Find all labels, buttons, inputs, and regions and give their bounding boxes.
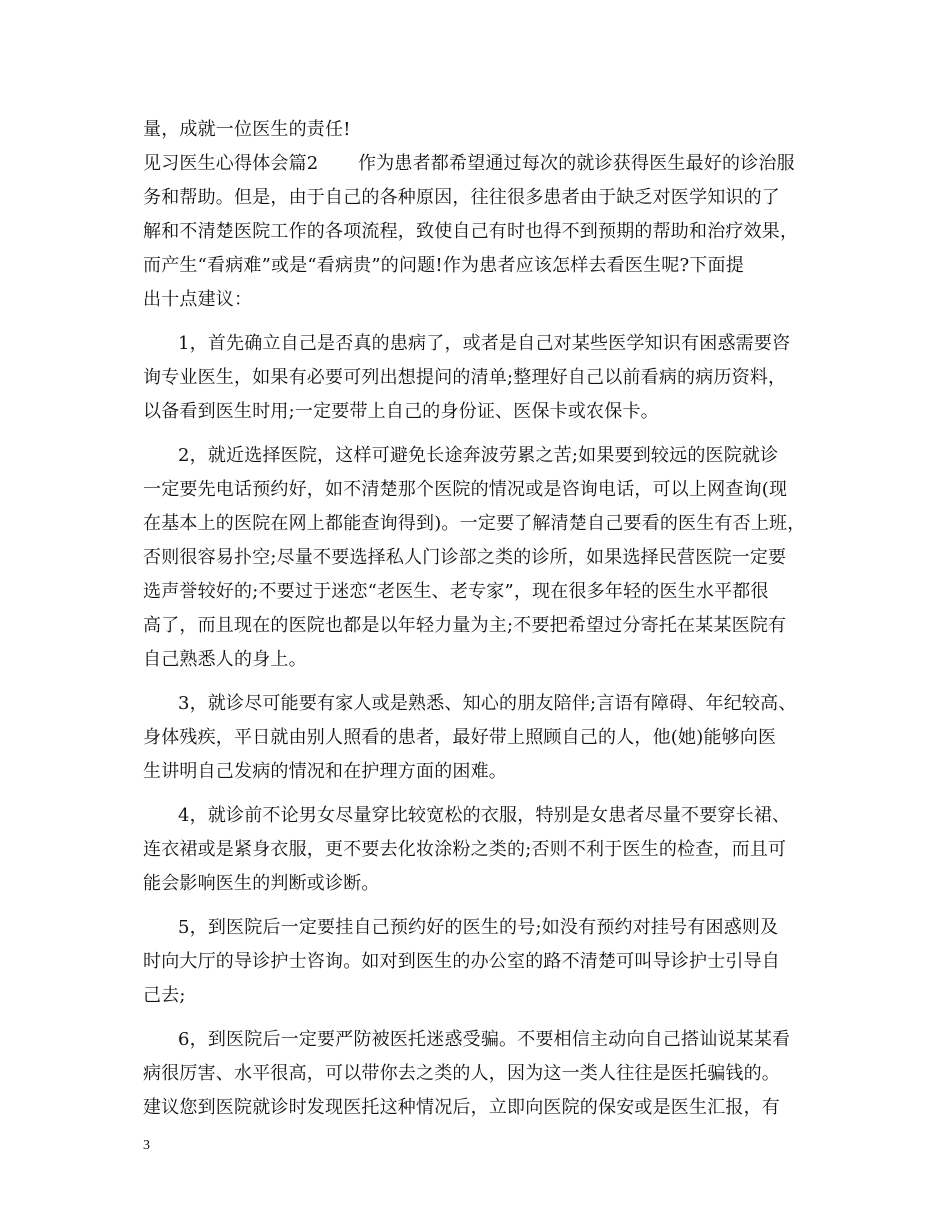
text-line: 以备看到医生时用;一定要带上自己的身份证、医保卡或农保卡。 [143,401,659,422]
page-number: 3 [143,1138,150,1153]
text-line: 解和不清楚医院工作的各项流程，致使自己有时也得不到预期的帮助和治疗效果， [143,221,799,242]
paragraph-first-line: 1，首先确立自己是否真的患病了，或者是自己对某些医学知识有困惑需要咨 [178,333,791,354]
text-line: 病很厉害、水平很高，可以带你去之类的人，因为这一类人往往是医托骗钱的。 [143,1063,780,1084]
text-line: 生讲明自己发病的情况和在护理方面的困难。 [143,761,507,782]
paragraph-first-line: 2，就近选择医院，这样可避免长途奔波劳累之苦;如果要到较远的医院就诊 [178,445,779,466]
text-line: 身体残疾，平日就由别人照看的患者，最好带上照顾自己的人，他(她)能够向医 [143,727,777,748]
text-line: 建议您到医院就诊时发现医托这种情况后，立即向医院的保安或是医生汇报，有 [143,1097,780,1118]
section-heading-line [143,148,823,180]
text-line: 一定要先电话预约好，如不清楚那个医院的情况或是咨询电话，可以上网查询(现 [143,479,788,500]
paragraph-first-line: 4，就诊前不论男女尽量穿比较宽松的衣服，特别是女患者尽量不要穿长裙、 [178,805,791,826]
section-first-line: 作为患者都希望通过每次的就诊获得医生最好的诊治服 [358,153,795,174]
text-line: 出十点建议： [143,289,253,310]
text-line: 能会影响医生的判断或诊断。 [143,873,380,894]
text-line: 而产生“看病难”或是“看病贵”的问题!作为患者应该怎样去看医生呢?下面提 [143,255,744,276]
paragraph-first-line: 6，到医院后一定要严防被医托迷惑受骗。不要相信主动向自己搭讪说某某看 [178,1029,791,1050]
paragraph-first-line: 5，到医院后一定要挂自己预约好的医生的号;如没有预约对挂号有困惑则及 [178,917,779,938]
text-line: 在基本上的医院在网上都能查询得到)。一定要了解清楚自己要看的医生有否上班， [143,513,806,534]
text-line: 自己熟悉人的身上。 [143,649,307,670]
text-line: 选声誉较好的;不要过于迷恋“老医生、老专家”，现在很多年轻的医生水平都很 [143,581,769,602]
text-line: 务和帮助。但是，由于自己的各种原因，往往很多患者由于缺乏对医学知识的了 [143,187,780,208]
text-line: 询专业医生，如果有必要可列出想提问的清单;整理好自己以前看病的病历资料， [143,367,787,388]
text-line: 量，成就一位医生的责任! [143,119,351,140]
text-line: 时向大厅的导诊护士咨询。如对到医生的办公室的路不清楚可叫导诊护士引导自 [143,951,780,972]
text-line: 连衣裙或是紧身衣服，更不要去化妆涂粉之类的;否则不利于医生的检查，而且可 [143,839,787,860]
text-line: 己去; [143,985,186,1006]
section-heading: 见习医生心得体会篇2 [143,153,319,174]
text-line: 高了，而且现在的医院也都是以年轻力量为主;不要把希望过分寄托在某某医院有 [143,615,787,636]
text-line: 否则很容易扑空;尽量不要选择私人门诊部之类的诊所，如果选择民营医院一定要 [143,547,787,568]
paragraph-first-line: 3，就诊尽可能要有家人或是熟悉、知心的朋友陪伴;言语有障碍、年纪较高、 [178,693,797,714]
